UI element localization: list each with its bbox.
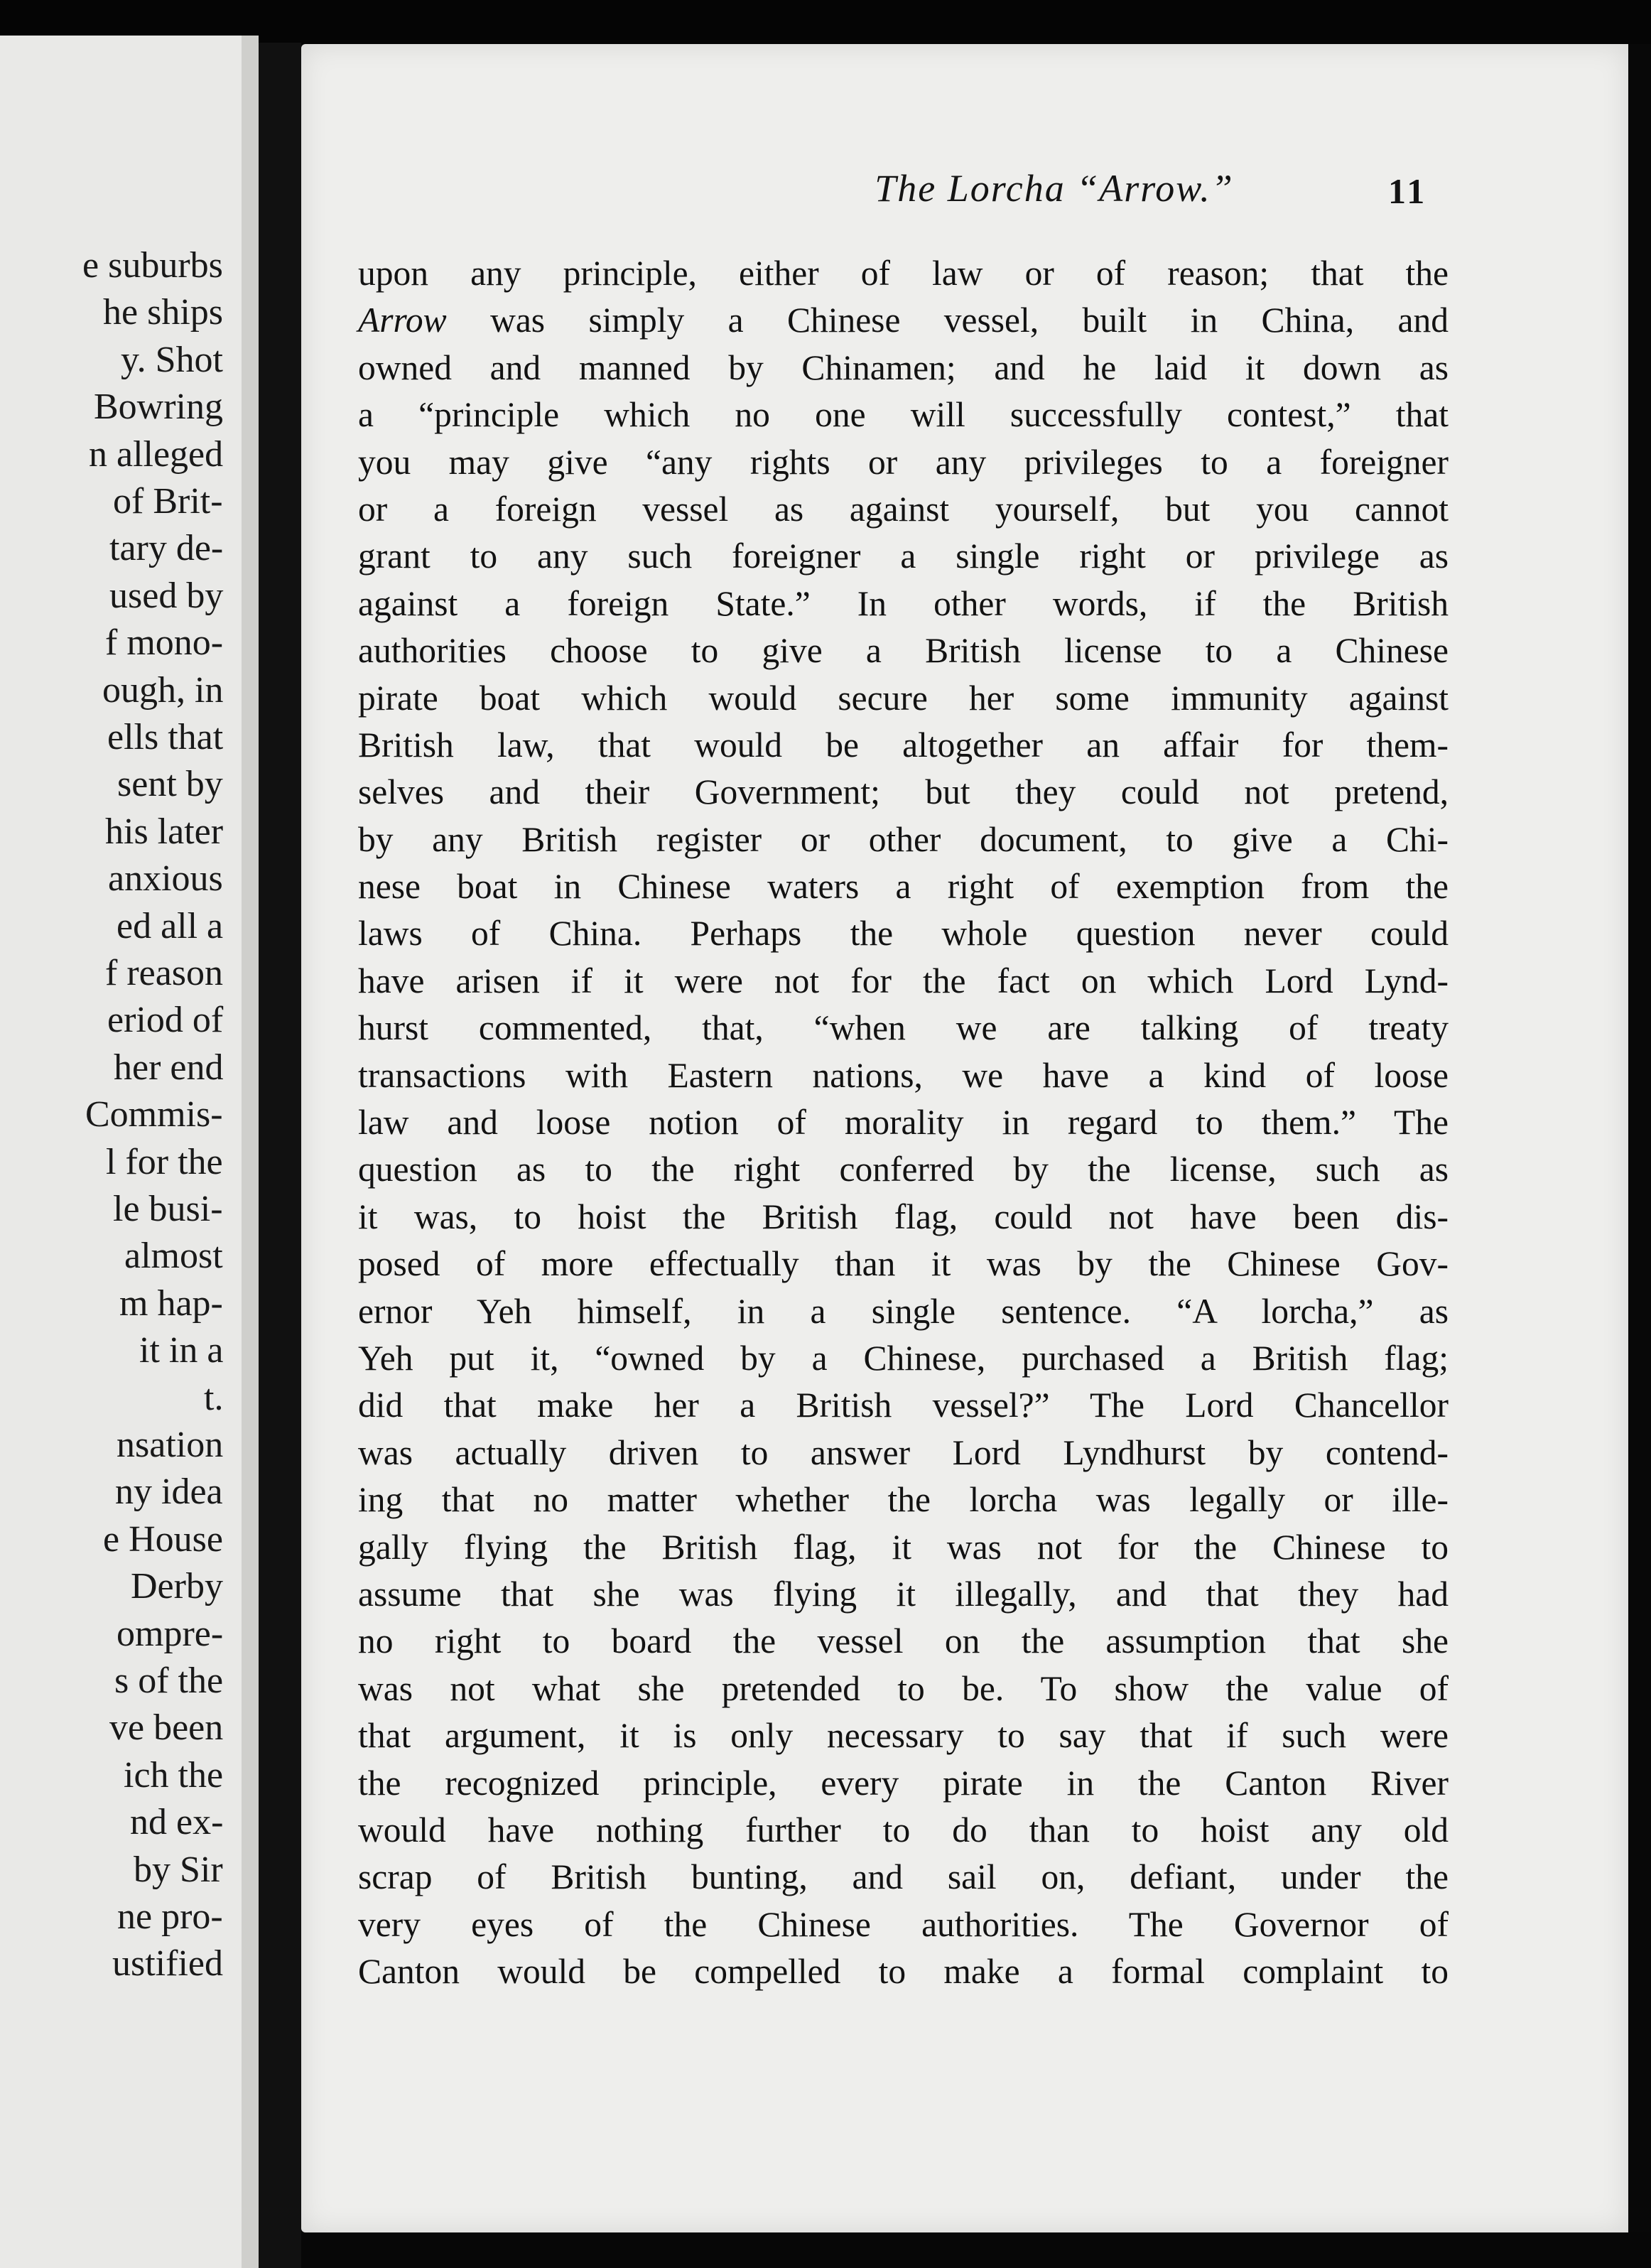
previous-page-line: of Brit- (113, 481, 223, 522)
text-line: you may give “any rights or any privileges to a foreigner (358, 442, 1449, 482)
text-line: or a foreign vessel as against yourself, but you cannot (358, 489, 1449, 529)
previous-page-line: f reason (105, 953, 224, 993)
gutter-shadow (259, 43, 301, 2268)
previous-page-line: ells that (107, 717, 224, 757)
previous-page-line: Bowring (94, 387, 223, 428)
previous-page-line: Commis- (85, 1094, 223, 1135)
text-line: ing that no matter whether the lorcha was legally or ille- (358, 1480, 1449, 1520)
scan-border-bottom (301, 2232, 1651, 2268)
previous-page-line: he ships (103, 292, 223, 333)
previous-page-line: n alleged (89, 433, 224, 475)
page-number: 11 (1388, 171, 1428, 211)
text-line: gally flying the British flag, it was not for the Chinese to (358, 1527, 1449, 1567)
previous-page-line: her end (114, 1047, 224, 1088)
text-line: did that make her a British vessel?” The Lord Chancellor (358, 1386, 1449, 1425)
previous-page-line: nd ex- (130, 1802, 224, 1843)
text-line: pirate boat which would secure her some immunity against (358, 678, 1449, 718)
previous-page-line: ne pro- (117, 1896, 223, 1937)
text-line: a “principle which no one will successfully contest,” that (358, 395, 1449, 435)
previous-page-line: ustified (112, 1943, 223, 1984)
text-line: against a foreign State.” In other words, if the British (358, 583, 1449, 623)
previous-page-line: ompre- (117, 1613, 224, 1654)
text-line: very eyes of the Chinese authorities. The Governor of (358, 1904, 1449, 1944)
previous-page-line: ed all a (117, 905, 224, 946)
text-line: have arisen if it were not for the fact on which Lord Lynd- (358, 961, 1449, 1000)
text-line: scrap of British bunting, and sail on, defiant, under the (358, 1857, 1449, 1897)
previous-page-line: le busi- (113, 1189, 223, 1229)
text-line: the recognized principle, every pirate in the Canton River (358, 1763, 1449, 1803)
ship-name: Arrow (358, 301, 447, 340)
text-line: authorities choose to give a British license to a Chinese (358, 631, 1449, 671)
text-line: Canton would be compelled to make a formal complaint to (358, 1952, 1449, 1992)
previous-page-line: e House (103, 1518, 223, 1560)
scan-border-right (1628, 44, 1651, 2268)
text-line: British law, that would be altogether an affair for them- (358, 725, 1449, 765)
previous-page-line: y. Shot (121, 339, 223, 380)
text-line: assume that she was flying it illegally, and that they had (358, 1574, 1449, 1614)
text-line: selves and their Government; but they could not pretend, (358, 772, 1449, 812)
previous-page-edge (0, 36, 242, 2268)
text-line: no right to board the vessel on the assumption that she (358, 1621, 1449, 1661)
book-page (301, 44, 1628, 2232)
previous-page-line: ough, in (102, 669, 224, 711)
previous-page-line: Derby (131, 1566, 223, 1607)
text-line: law and loose notion of morality in regard to them.” The (358, 1103, 1449, 1143)
previous-page-line: by Sir (134, 1849, 223, 1890)
text-line: nese boat in Chinese waters a right of exemption from the (358, 867, 1449, 907)
previous-page-line: tary de- (109, 528, 224, 569)
previous-page-line: almost (124, 1236, 223, 1277)
text-line: was actually driven to answer Lord Lyndhurst by contend- (358, 1432, 1449, 1472)
text-line: that argument, it is only necessary to say that if such were (358, 1716, 1449, 1756)
text-line: transactions with Eastern nations, we have a kind of loose (358, 1055, 1449, 1095)
text-line: would have nothing further to do than to hoist any old (358, 1810, 1449, 1850)
text-line: question as to the right conferred by the license, such as (358, 1150, 1449, 1189)
text-line: ernor Yeh himself, in a single sentence. “A lorcha,” as (358, 1291, 1449, 1331)
previous-page-line: his later (105, 811, 224, 852)
text-line: grant to any such foreigner a single right or privilege as (358, 536, 1449, 576)
running-head: The Lorcha “Arrow.” (875, 167, 1234, 210)
previous-page-line: used by (109, 575, 224, 616)
text-line: owned and manned by Chinamen; and he laid it down as (358, 347, 1449, 387)
book-gutter (242, 36, 259, 2268)
text-line: was not what she pretended to be. To show the value of (358, 1668, 1449, 1708)
previous-page-line: eriod of (107, 1000, 224, 1041)
previous-page-line: f mono- (105, 622, 224, 664)
text-line: posed of more effectually than it was by the Chinese Gov- (358, 1244, 1449, 1284)
body-text (358, 250, 1449, 1995)
previous-page-line: nsation (117, 1425, 224, 1465)
previous-page-line: m hap- (119, 1282, 223, 1324)
previous-page-line: t. (204, 1377, 224, 1418)
previous-page-line: ich the (124, 1754, 224, 1796)
previous-page-line: e suburbs (82, 245, 223, 286)
previous-page-line: s of the (114, 1660, 224, 1701)
text-line: laws of China. Perhaps the whole question never could (358, 914, 1449, 954)
text-line: Yeh put it, “owned by a Chinese, purchased a British flag; (358, 1338, 1449, 1378)
previous-page-line: ny idea (115, 1472, 223, 1513)
previous-page-line: anxious (108, 858, 223, 900)
previous-page-line: l for the (106, 1141, 223, 1182)
text-line: Arrow was simply a Chinese vessel, built in China, and (358, 301, 1449, 340)
previous-page-line: it in a (139, 1330, 224, 1371)
previous-page-line: ve been (109, 1707, 224, 1749)
text-line: by any British register or other document, to give a Chi- (358, 819, 1449, 859)
text-line: it was, to hoist the British flag, could not have been dis- (358, 1197, 1449, 1236)
text-line: hurst commented, that, “when we are talking of treaty (358, 1008, 1449, 1048)
text-line: upon any principle, either of law or of reason; that the (358, 254, 1449, 293)
previous-page-line: sent by (117, 764, 223, 805)
